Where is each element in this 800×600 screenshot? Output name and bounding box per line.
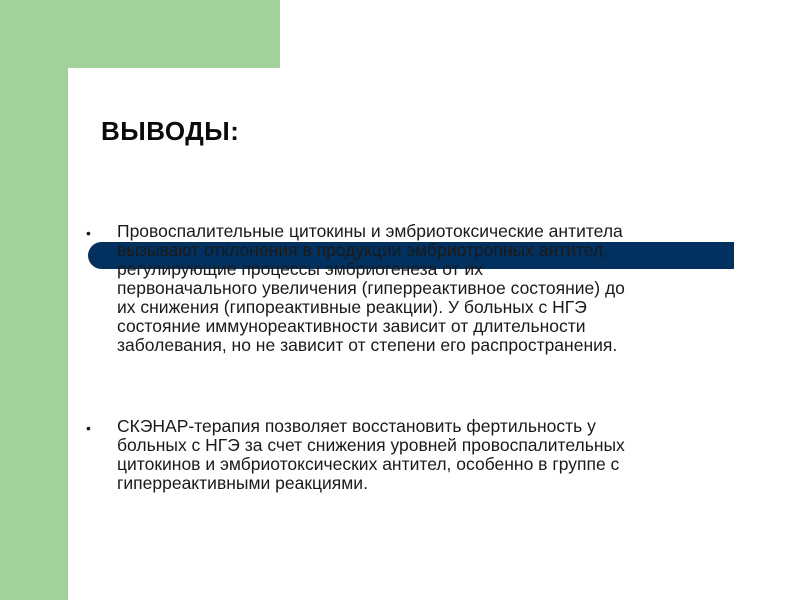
decorative-green-block-left bbox=[0, 0, 68, 600]
bullet-2-line-1: СКЭНАР-терапия позволяет восстановить фертильность у bbox=[117, 416, 596, 436]
bullet-list bbox=[84, 222, 784, 493]
bullet-icon: • bbox=[86, 420, 91, 436]
bullet-2-line-2: больных с НГЭ за счет снижения уровней провоспалительных bbox=[117, 435, 625, 455]
slide-title: ВЫВОДЫ: bbox=[101, 116, 240, 146]
bullet-1-line-2: вызывают отклонения в продукции эмбриотропных антител, bbox=[117, 240, 608, 260]
bullet-icon: • bbox=[86, 225, 91, 241]
bullet-2-line-4: гиперреактивными реакциями. bbox=[117, 473, 368, 493]
bullet-1-line-5: их снижения (гипореактивные реакции). У больных с НГЭ bbox=[117, 297, 587, 317]
bullet-1-line-1: Провоспалительные цитокины и эмбриотоксические антитела bbox=[117, 221, 623, 241]
bullet-1-line-6: состояние иммунореактивности зависит от длительности bbox=[117, 316, 586, 336]
bullet-item-conclusion-1 bbox=[84, 222, 784, 355]
bullet-2-line-3: цитокинов и эмбриотоксических антител, особенно в группе с bbox=[117, 454, 620, 474]
bullet-1-line-7: заболевания, но не зависит от степени его распространения. bbox=[117, 335, 618, 355]
bullet-item-conclusion-2 bbox=[84, 417, 784, 493]
bullet-1-line-3: регулирующие процессы эмбриогенеза от их bbox=[117, 259, 483, 279]
bullet-1-line-4: первоначального увеличения (гиперреактивное состояние) до bbox=[117, 278, 625, 298]
